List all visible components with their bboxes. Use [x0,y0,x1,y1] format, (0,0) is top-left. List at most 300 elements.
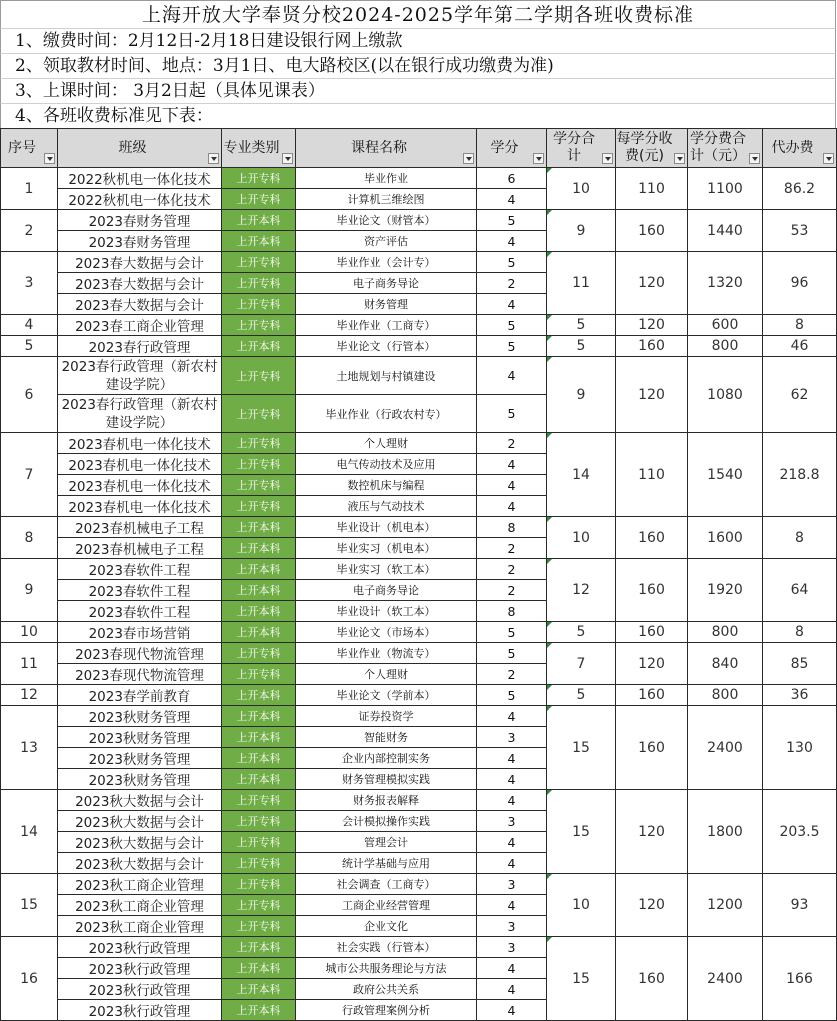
major-type-cell[interactable]: 上开专科 [222,496,296,517]
class-name-cell[interactable]: 2023秋大数据与会计 [58,811,222,832]
class-name-cell[interactable]: 2023春大数据与会计 [58,273,222,294]
class-name-cell[interactable]: 2023秋财务管理 [58,769,222,790]
credits-cell[interactable]: 4 [477,706,547,727]
class-name-cell[interactable]: 2023秋财务管理 [58,727,222,748]
credits-cell[interactable]: 2 [477,664,547,685]
major-type-cell[interactable]: 上开专科 [222,475,296,496]
credits-cell[interactable]: 4 [477,790,547,811]
credits-cell[interactable]: 3 [477,937,547,958]
major-type-cell[interactable]: 上开专科 [222,664,296,685]
major-type-cell[interactable]: 上开本科 [222,336,296,357]
total-credits-cell[interactable] [547,559,616,622]
header-total-credits: 学分合计 [547,129,616,168]
course-name-cell[interactable]: 电子商务导论 [296,580,477,601]
class-name-cell[interactable]: 2023秋财务管理 [58,748,222,769]
table-row [1,790,837,811]
per-credit-fee-cell[interactable]: 160 [616,336,688,357]
course-name-cell[interactable]: 毕业论文（财管本） [296,210,477,231]
filter-dropdown-icon[interactable] [749,153,760,164]
class-name-cell[interactable]: 2023春机电一体化技术 [58,496,222,517]
credits-cell[interactable]: 4 [477,231,547,252]
total-credits-value: 7 [576,655,586,672]
header-agency-fee: 代办费 [763,129,837,168]
class-name-cell[interactable]: 2023秋工商企业管理 [58,874,222,895]
course-name-cell[interactable]: 城市公共服务理论与方法 [296,958,477,979]
class-name-cell[interactable]: 2023秋工商企业管理 [58,895,222,916]
per-credit-fee-cell[interactable]: 160 [616,210,688,252]
class-name-cell[interactable]: 2023春软件工程 [58,580,222,601]
class-name-cell[interactable]: 2023春大数据与会计 [58,294,222,315]
fee-total-cell[interactable]: 1080 [688,357,763,433]
fee-total-cell[interactable]: 1600 [688,517,763,559]
major-type-cell[interactable]: 上开专科 [222,294,296,315]
header-credits: 学分 [477,129,547,168]
agency-fee-cell[interactable]: 218.8 [763,433,837,517]
class-name-cell[interactable]: 2023春机电一体化技术 [58,454,222,475]
info-line-2: 2、领取教材时间、地点：3月1日、电大路校区(以在银行成功缴费为准) [0,53,836,78]
filter-dropdown-icon[interactable] [44,153,55,164]
credits-cell[interactable]: 4 [477,979,547,1000]
table-row [1,357,837,395]
row-index-cell[interactable]: 12 [1,685,58,706]
course-name-cell[interactable]: 毕业实习（机电本） [296,538,477,559]
class-name-cell[interactable]: 2022秋机电一体化技术 [58,189,222,210]
fee-total-cell[interactable]: 1800 [688,790,763,874]
course-name-cell[interactable]: 毕业论文（行管本） [296,336,477,357]
class-name-cell[interactable]: 2023春机械电子工程 [58,538,222,559]
credits-cell[interactable]: 4 [477,475,547,496]
info-line-1: 1、缴费时间：2月12日-2月18日建设银行网上缴款 [0,28,836,53]
major-type-cell[interactable]: 上开本科 [222,601,296,622]
major-type-cell[interactable]: 上开本科 [222,937,296,958]
row-index-cell[interactable]: 3 [1,252,58,315]
row-index-cell[interactable]: 16 [1,937,58,1021]
total-credits-value: 15 [572,970,590,987]
course-name-cell[interactable]: 电子商务导论 [296,273,477,294]
major-type-cell[interactable]: 上开专科 [222,832,296,853]
filter-dropdown-icon[interactable] [208,153,219,164]
class-name-cell[interactable]: 2023秋工商企业管理 [58,916,222,937]
course-name-cell[interactable]: 个人理财 [296,433,477,454]
fee-total-cell[interactable]: 1920 [688,559,763,622]
credits-cell[interactable]: 8 [477,517,547,538]
info-line-4: 4、各班收费标准见下表： [0,103,836,128]
major-type-cell[interactable]: 上开本科 [222,958,296,979]
course-name-cell[interactable]: 智能财务 [296,727,477,748]
class-name-cell[interactable]: 2023春学前教育 [58,685,222,706]
course-name-cell[interactable]: 资产评估 [296,231,477,252]
cell-note-marker-icon [547,643,552,648]
total-credits-value: 5 [576,317,586,333]
course-name-cell[interactable]: 电气传动技术及应用 [296,454,477,475]
per-credit-fee-cell[interactable]: 160 [616,517,688,559]
total-credits-cell[interactable] [547,937,616,1021]
cell-note-marker-icon [547,622,552,627]
class-name-cell[interactable]: 2023秋行政管理 [58,1000,222,1021]
per-credit-fee-cell[interactable]: 120 [616,252,688,315]
credits-cell[interactable]: 4 [477,853,547,874]
credits-cell[interactable]: 6 [477,168,547,189]
agency-fee-cell[interactable]: 166 [763,937,837,1021]
header-fee-total: 学分费合计（元） [688,129,763,168]
major-type-cell[interactable]: 上开专科 [222,790,296,811]
filter-dropdown-icon[interactable] [533,153,544,164]
row-index-cell[interactable]: 1 [1,168,58,210]
total-credits-value: 5 [576,338,586,354]
major-type-cell[interactable]: 上开本科 [222,979,296,1000]
row-index-cell[interactable]: 14 [1,790,58,874]
course-name-cell[interactable]: 财务管理模拟实践 [296,769,477,790]
fee-total-cell[interactable]: 840 [688,643,763,685]
per-credit-fee-cell[interactable]: 160 [616,559,688,622]
total-credits-cell[interactable] [547,433,616,517]
class-name-cell[interactable]: 2023秋行政管理 [58,958,222,979]
course-name-cell[interactable]: 计算机三维绘图 [296,189,477,210]
total-credits-value: 14 [572,466,590,483]
table-row [1,210,837,231]
agency-fee-cell[interactable]: 53 [763,210,837,252]
course-name-cell[interactable]: 企业内部控制实务 [296,748,477,769]
header-row [1,129,837,168]
major-type-cell[interactable]: 上开本科 [222,210,296,231]
per-credit-fee-cell[interactable]: 120 [616,643,688,685]
major-type-cell[interactable]: 上开本科 [222,1000,296,1021]
credits-cell[interactable]: 4 [477,1000,547,1021]
class-name-cell[interactable]: 2023秋大数据与会计 [58,853,222,874]
major-type-cell[interactable]: 上开本科 [222,706,296,727]
total-credits-cell[interactable] [547,622,616,643]
agency-fee-cell[interactable]: 46 [763,336,837,357]
credits-cell[interactable]: 5 [477,395,547,433]
total-credits-value: 5 [576,624,586,640]
major-type-cell[interactable]: 上开本科 [222,538,296,559]
class-name-cell[interactable]: 2023春软件工程 [58,601,222,622]
class-name-cell[interactable]: 2023春现代物流管理 [58,664,222,685]
course-name-cell[interactable]: 毕业论文（市场本） [296,622,477,643]
per-credit-fee-cell[interactable]: 120 [616,874,688,937]
header-per-credit-fee: 每学分收费(元) [616,129,688,168]
major-type-cell[interactable]: 上开专科 [222,916,296,937]
credits-cell[interactable]: 5 [477,315,547,336]
agency-fee-cell[interactable]: 36 [763,685,837,706]
total-credits-cell[interactable] [547,685,616,706]
fee-total-cell[interactable]: 2400 [688,706,763,790]
credits-cell[interactable]: 4 [477,454,547,475]
credits-cell[interactable]: 4 [477,769,547,790]
per-credit-fee-cell[interactable]: 160 [616,937,688,1021]
cell-note-marker-icon [547,433,552,438]
fee-total-cell[interactable]: 600 [688,315,763,336]
total-credits-cell[interactable] [547,517,616,559]
table-row [1,517,837,538]
class-name-cell[interactable]: 2023秋行政管理 [58,937,222,958]
major-type-cell[interactable]: 上开专科 [222,252,296,273]
agency-fee-cell[interactable]: 203.5 [763,790,837,874]
credits-cell[interactable]: 2 [477,538,547,559]
course-name-cell[interactable]: 毕业作业（工商专） [296,315,477,336]
row-index-cell[interactable]: 13 [1,706,58,790]
course-name-cell[interactable]: 毕业设计（机电本） [296,517,477,538]
class-name-cell[interactable]: 2023春机电一体化技术 [58,433,222,454]
course-name-cell[interactable]: 毕业设计（软工本） [296,601,477,622]
total-credits-cell[interactable] [547,168,616,210]
per-credit-fee-cell[interactable]: 110 [616,168,688,210]
credits-cell[interactable]: 3 [477,916,547,937]
course-name-cell[interactable]: 工商企业经营管理 [296,895,477,916]
table-row [1,706,837,727]
total-credits-value: 10 [572,529,590,546]
credits-cell[interactable]: 8 [477,601,547,622]
per-credit-fee-cell[interactable]: 120 [616,315,688,336]
class-name-cell[interactable]: 2023春财务管理 [58,210,222,231]
total-credits-cell[interactable] [547,643,616,685]
course-name-cell[interactable]: 社会实践（行管本） [296,937,477,958]
major-type-cell[interactable]: 上开专科 [222,874,296,895]
class-name-cell[interactable]: 2023春行政管理 [58,336,222,357]
credits-cell[interactable]: 2 [477,559,547,580]
course-name-cell[interactable]: 企业文化 [296,916,477,937]
course-name-cell[interactable]: 政府公共关系 [296,979,477,1000]
per-credit-fee-cell[interactable]: 160 [616,685,688,706]
class-name-cell[interactable]: 2023秋财务管理 [58,706,222,727]
credits-cell[interactable]: 3 [477,727,547,748]
row-index-cell[interactable]: 8 [1,517,58,559]
total-credits-value: 11 [572,275,590,291]
class-name-cell[interactable]: 2023春机械电子工程 [58,517,222,538]
credits-cell[interactable]: 4 [477,294,547,315]
total-credits-cell[interactable] [547,252,616,315]
filter-dropdown-icon[interactable] [823,153,834,164]
agency-fee-cell[interactable]: 93 [763,874,837,937]
agency-fee-cell[interactable]: 8 [763,622,837,643]
total-credits-cell[interactable] [547,315,616,336]
course-name-cell[interactable]: 行政管理案例分析 [296,1000,477,1021]
agency-fee-cell[interactable]: 130 [763,706,837,790]
credits-cell[interactable]: 5 [477,210,547,231]
credits-cell[interactable]: 2 [477,580,547,601]
major-type-cell[interactable]: 上开本科 [222,685,296,706]
class-name-cell[interactable]: 2023春软件工程 [58,559,222,580]
total-credits-cell[interactable] [547,706,616,790]
filter-dropdown-icon[interactable] [674,153,685,164]
header-class: 班级 [58,129,222,168]
major-type-cell[interactable]: 上开本科 [222,727,296,748]
class-name-cell[interactable]: 2023春市场营销 [58,622,222,643]
total-credits-cell[interactable] [547,336,616,357]
course-name-cell[interactable]: 毕业作业（会计专） [296,252,477,273]
credits-cell[interactable]: 4 [477,189,547,210]
cell-note-marker-icon [547,252,552,257]
table-row [1,937,837,958]
total-credits-cell[interactable] [547,874,616,937]
total-credits-cell[interactable] [547,357,616,433]
agency-fee-cell[interactable]: 8 [763,315,837,336]
major-type-cell[interactable]: 上开本科 [222,622,296,643]
class-name-cell[interactable]: 2023春机电一体化技术 [58,475,222,496]
credits-cell[interactable]: 4 [477,357,547,395]
agency-fee-cell[interactable]: 85 [763,643,837,685]
major-type-cell[interactable]: 上开本科 [222,517,296,538]
cell-note-marker-icon [547,706,552,711]
table-row [1,874,837,895]
major-type-cell[interactable]: 上开专科 [222,189,296,210]
major-type-cell[interactable]: 上开本科 [222,769,296,790]
fee-total-cell[interactable]: 1100 [688,168,763,210]
course-name-cell[interactable]: 毕业实习（软工本） [296,559,477,580]
fee-total-cell[interactable]: 1200 [688,874,763,937]
row-index-cell[interactable]: 4 [1,315,58,336]
course-name-cell[interactable]: 财务管理 [296,294,477,315]
credits-cell[interactable]: 3 [477,811,547,832]
agency-fee-cell[interactable]: 86.2 [763,168,837,210]
course-name-cell[interactable]: 个人理财 [296,664,477,685]
class-name-cell[interactable]: 2023春行政管理（新农村建设学院） [58,395,222,433]
fee-total-cell[interactable]: 800 [688,622,763,643]
course-name-cell[interactable]: 毕业论文（学前本） [296,685,477,706]
row-index-cell[interactable]: 9 [1,559,58,622]
per-credit-fee-cell[interactable]: 120 [616,790,688,874]
credits-cell[interactable]: 4 [477,895,547,916]
row-index-cell[interactable]: 11 [1,643,58,685]
fee-total-cell[interactable]: 1320 [688,252,763,315]
table-row [1,685,837,706]
row-index-cell[interactable]: 7 [1,433,58,517]
major-type-cell[interactable]: 上开本科 [222,231,296,252]
class-name-cell[interactable]: 2023秋行政管理 [58,979,222,1000]
total-credits-value: 9 [576,222,586,239]
major-type-cell[interactable]: 上开本科 [222,580,296,601]
course-name-cell[interactable]: 会计模拟操作实践 [296,811,477,832]
table-row [1,168,837,189]
class-name-cell[interactable]: 2023春财务管理 [58,231,222,252]
header-index: 序号 [1,129,58,168]
major-type-cell[interactable]: 上开专科 [222,853,296,874]
filter-dropdown-icon[interactable] [602,153,613,164]
class-name-cell[interactable]: 2023春现代物流管理 [58,643,222,664]
class-name-cell[interactable]: 2023秋大数据与会计 [58,790,222,811]
sheet-title: 上海开放大学奉贤分校2024-2025学年第二学期各班收费标准 [0,0,836,28]
agency-fee-cell[interactable]: 62 [763,357,837,433]
credits-cell[interactable]: 4 [477,748,547,769]
row-index-cell[interactable]: 5 [1,336,58,357]
row-index-cell[interactable]: 15 [1,874,58,937]
class-name-cell[interactable]: 2023春大数据与会计 [58,252,222,273]
credits-cell[interactable]: 2 [477,273,547,294]
table-row [1,622,837,643]
credits-cell[interactable]: 2 [477,433,547,454]
cell-note-marker-icon [547,790,552,795]
fee-table-body [1,168,837,1021]
credits-cell[interactable]: 5 [477,336,547,357]
header-major-type: 专业类别 [222,129,296,168]
filter-dropdown-icon[interactable] [463,153,474,164]
class-name-cell[interactable]: 2023春行政管理（新农村建设学院） [58,357,222,395]
course-name-cell[interactable]: 土地规划与村镇建设 [296,357,477,395]
total-credits-value: 15 [572,823,590,840]
major-type-cell[interactable]: 上开专科 [222,168,296,189]
fee-total-cell[interactable]: 800 [688,336,763,357]
info-line-3: 3、上课时间： 3月2日起（具体见课表） [0,78,836,103]
fee-total-cell[interactable]: 1540 [688,433,763,517]
table-row [1,643,837,664]
total-credits-value: 10 [572,180,590,197]
credits-cell[interactable]: 4 [477,496,547,517]
fee-total-cell[interactable]: 2400 [688,937,763,1021]
major-type-cell[interactable]: 上开专科 [222,273,296,294]
major-type-cell[interactable]: 上开专科 [222,315,296,336]
course-name-cell[interactable]: 毕业作业（物流专） [296,643,477,664]
cell-note-marker-icon [547,168,552,173]
credits-cell[interactable]: 5 [477,252,547,273]
major-type-cell[interactable]: 上开本科 [222,559,296,580]
cell-note-marker-icon [547,937,552,942]
major-type-cell[interactable]: 上开专科 [222,811,296,832]
cell-note-marker-icon [547,559,552,564]
agency-fee-cell[interactable]: 64 [763,559,837,622]
course-name-cell[interactable]: 统计学基础与应用 [296,853,477,874]
cell-note-marker-icon [547,685,552,690]
credits-cell[interactable]: 5 [477,685,547,706]
per-credit-fee-cell[interactable]: 160 [616,706,688,790]
filter-dropdown-icon[interactable] [282,153,293,164]
course-name-cell[interactable]: 财务报表解释 [296,790,477,811]
credits-cell[interactable]: 5 [477,643,547,664]
major-type-cell[interactable]: 上开本科 [222,748,296,769]
table-row [1,433,837,454]
major-type-cell[interactable]: 上开专科 [222,643,296,664]
course-name-cell[interactable]: 管理会计 [296,832,477,853]
course-name-cell[interactable]: 证券投资学 [296,706,477,727]
course-name-cell[interactable]: 毕业作业 [296,168,477,189]
major-type-cell[interactable]: 上开专科 [222,433,296,454]
total-credits-value: 9 [576,386,586,403]
total-credits-cell[interactable] [547,790,616,874]
fee-total-cell[interactable]: 800 [688,685,763,706]
row-index-cell[interactable]: 2 [1,210,58,252]
course-name-cell[interactable]: 毕业作业（行政农村专） [296,395,477,433]
class-name-cell[interactable]: 2023秋大数据与会计 [58,832,222,853]
per-credit-fee-cell[interactable]: 120 [616,357,688,433]
major-type-cell[interactable]: 上开专科 [222,895,296,916]
total-credits-value: 10 [572,897,590,913]
major-type-cell[interactable]: 上开专科 [222,454,296,475]
credits-cell[interactable]: 3 [477,874,547,895]
table-row [1,315,837,336]
credits-cell[interactable]: 4 [477,832,547,853]
fee-total-cell[interactable]: 1440 [688,210,763,252]
row-index-cell[interactable]: 10 [1,622,58,643]
total-credits-value: 12 [572,582,590,598]
table-row [1,252,837,273]
cell-note-marker-icon [547,357,552,362]
major-type-cell[interactable]: 上开专科 [222,357,296,395]
class-name-cell[interactable]: 2022秋机电一体化技术 [58,168,222,189]
credits-cell[interactable]: 4 [477,958,547,979]
per-credit-fee-cell[interactable]: 110 [616,433,688,517]
course-name-cell[interactable]: 数控机床与编程 [296,475,477,496]
agency-fee-cell[interactable]: 96 [763,252,837,315]
per-credit-fee-cell[interactable]: 160 [616,622,688,643]
row-index-cell[interactable]: 6 [1,357,58,433]
course-name-cell[interactable]: 社会调查（工商专） [296,874,477,895]
course-name-cell[interactable]: 液压与气动技术 [296,496,477,517]
total-credits-cell[interactable] [547,210,616,252]
major-type-cell[interactable]: 上开专科 [222,395,296,433]
credits-cell[interactable]: 5 [477,622,547,643]
class-name-cell[interactable]: 2023春工商企业管理 [58,315,222,336]
agency-fee-cell[interactable]: 8 [763,517,837,559]
cell-note-marker-icon [547,315,552,320]
